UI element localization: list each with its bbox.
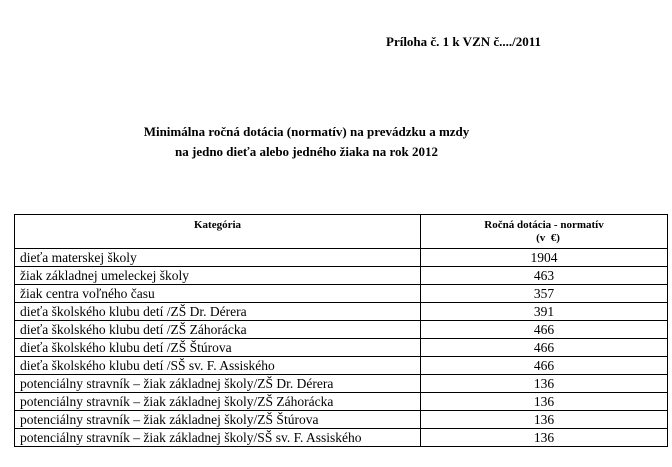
category-cell: dieťa školského klubu detí /ZŠ Záhorácka xyxy=(15,321,421,339)
value-cell: 466 xyxy=(421,321,668,339)
table-row xyxy=(15,429,668,447)
column-header-allowance xyxy=(421,215,668,249)
value-cell: 136 xyxy=(421,429,668,447)
table-row xyxy=(15,249,668,267)
column-header-category-label: Kategória xyxy=(193,219,242,231)
table-row xyxy=(15,321,668,339)
column-header-allowance-line-2: (v €) xyxy=(536,232,560,244)
table-row xyxy=(15,285,668,303)
value-cell: 463 xyxy=(421,267,668,285)
value-cell: 136 xyxy=(421,393,668,411)
table-header xyxy=(15,215,668,249)
value-cell: 136 xyxy=(421,411,668,429)
category-cell: potenciálny stravník – žiak základnej školy/SŠ sv. F. Assiského xyxy=(15,429,421,447)
column-header-allowance-line-1: Ročná dotácia - normatív xyxy=(484,219,604,231)
table-row xyxy=(15,303,668,321)
value-cell: 466 xyxy=(421,339,668,357)
category-cell: žiak centra voľného času xyxy=(15,285,421,303)
value-cell: 466 xyxy=(421,357,668,375)
table-row xyxy=(15,267,668,285)
value-cell: 357 xyxy=(421,285,668,303)
category-cell: dieťa materskej školy xyxy=(15,249,421,267)
category-cell: dieťa školského klubu detí /ZŠ Štúrova xyxy=(15,339,421,357)
table-row xyxy=(15,375,668,393)
category-cell: potenciálny stravník – žiak základnej školy/ZŠ Štúrova xyxy=(15,411,421,429)
category-cell: potenciálny stravník – žiak základnej školy/ZŠ Dr. Dérera xyxy=(15,375,421,393)
table-row xyxy=(15,339,668,357)
value-cell: 391 xyxy=(421,303,668,321)
allowance-table xyxy=(14,214,668,447)
annex-label: Príloha č. 1 k VZN č..../2011 xyxy=(386,34,542,49)
table-header-row xyxy=(15,215,668,249)
document-title-line-2: na jedno dieťa alebo jedného žiaka na rok 2012 xyxy=(175,144,438,159)
category-cell: dieťa školského klubu detí /ZŠ Dr. Dérera xyxy=(15,303,421,321)
table-row xyxy=(15,393,668,411)
category-cell: dieťa školského klubu detí /SŠ sv. F. Assiského xyxy=(15,357,421,375)
value-cell: 1904 xyxy=(421,249,668,267)
column-header-category xyxy=(15,215,421,249)
table-row xyxy=(15,357,668,375)
document-title-line-1: Minimálna ročná dotácia (normatív) na prevádzku a mzdy xyxy=(143,124,470,139)
category-cell: potenciálny stravník – žiak základnej školy/ZŠ Záhorácka xyxy=(15,393,421,411)
category-cell: žiak základnej umeleckej školy xyxy=(15,267,421,285)
value-cell: 136 xyxy=(421,375,668,393)
column-header-allowance-label xyxy=(421,215,667,245)
table-body xyxy=(15,249,668,447)
table-row xyxy=(15,411,668,429)
